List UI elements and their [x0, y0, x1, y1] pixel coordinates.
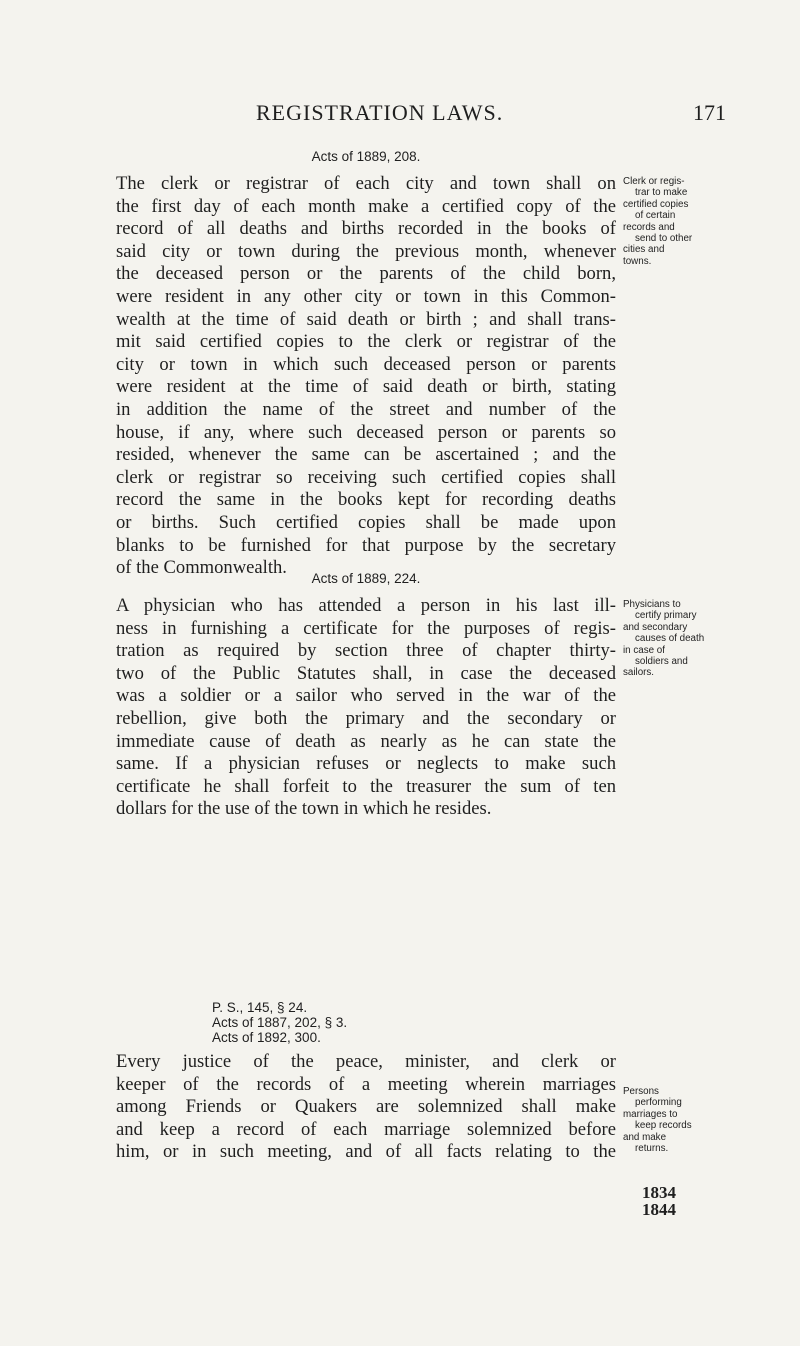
- text-line: him, or in such meeting, and of all facts relating to the: [116, 1141, 616, 1163]
- margin-note-line: returns.: [635, 1143, 669, 1155]
- text-line: record the same in the books kept for recording deaths: [116, 489, 616, 511]
- section-acts-1889-208: [116, 148, 616, 580]
- margin-note-line: sailors.: [623, 667, 655, 679]
- text-line: in addition the name of the street and number of the: [116, 398, 616, 420]
- page-number: 171: [693, 100, 726, 125]
- margin-note-physicians: [623, 599, 713, 679]
- margin-note-line: trar to make: [635, 187, 688, 199]
- text-line: Every justice of the peace, minister, and clerk or: [116, 1051, 616, 1072]
- section-ps-145-24: [116, 1000, 616, 1164]
- margin-note-line: towns.: [623, 255, 652, 267]
- text-line: among Friends or Quakers are solemnized shall make: [116, 1096, 616, 1118]
- acts-citation: P. S., 145, § 24.: [212, 1000, 308, 1015]
- text-line: blanks to be furnished for that purpose by the secretary: [116, 534, 616, 556]
- text-line: keeper of the records of a meeting wherein marriages: [116, 1073, 616, 1095]
- text-line: two of the Public Statutes shall, in case the deceased: [116, 662, 616, 684]
- text-line: or births. Such certified copies shall be made upon: [116, 511, 616, 533]
- margin-year: 1844: [642, 1200, 676, 1219]
- margin-note-line: and make: [623, 1131, 667, 1143]
- margin-note-line: certified copies: [623, 198, 689, 210]
- text-line: of the Commonwealth.: [116, 557, 287, 579]
- acts-citation-block: [212, 1000, 616, 1045]
- running-head: [116, 100, 726, 130]
- margin-note-line: records and: [623, 221, 675, 233]
- text-line: dollars for the use of the town in which he resides.: [116, 798, 492, 820]
- text-line: said city or town during the previous month, whenever: [116, 240, 616, 262]
- running-title: REGISTRATION LAWS.: [256, 100, 504, 125]
- text-line: The clerk or registrar of each city and town shall on: [116, 173, 616, 194]
- text-line: clerk or registrar so receiving such certified copies shall: [116, 466, 616, 488]
- section-paragraph: [116, 595, 616, 821]
- margin-note-line: soldiers and: [635, 656, 688, 668]
- text-line: city or town in which such deceased person or parents: [116, 353, 616, 375]
- text-line: house, if any, where such deceased person or parents so: [116, 421, 616, 443]
- text-line: certificate he shall forfeit to the treasurer the sum of ten: [116, 775, 616, 797]
- text-line: was a soldier or a sailor who served in the war of the: [116, 685, 616, 707]
- margin-note-line: cities and: [623, 244, 665, 256]
- margin-note-line: performing: [635, 1097, 682, 1109]
- text-line: the deceased person or the parents of the child born,: [116, 263, 616, 285]
- acts-citation: Acts of 1889, 208.: [311, 149, 421, 164]
- text-line: mit said certified copies to the clerk or registrar of the: [116, 331, 616, 353]
- margin-note-persons-marriages: [623, 1086, 713, 1154]
- margin-note-line: Persons: [623, 1086, 659, 1097]
- margin-note-line: Physicians to: [623, 599, 681, 610]
- margin-year: 1834: [642, 1183, 676, 1202]
- margin-note-clerk-registrar: [623, 176, 713, 267]
- margin-note-line: send to other: [635, 233, 693, 245]
- text-line: A physician who has attended a person in his last ill-: [116, 595, 616, 616]
- section-paragraph: [116, 1051, 616, 1164]
- section-acts-1889-224: [116, 570, 616, 821]
- text-line: record of all deaths and births recorded in the books of: [116, 218, 616, 240]
- text-line: and keep a record of each marriage solemnized before: [116, 1118, 616, 1140]
- section-paragraph: [116, 173, 616, 580]
- text-line: were resident in any other city or town in this Common-: [116, 285, 616, 307]
- acts-citation: Acts of 1892, 300.: [212, 1030, 321, 1045]
- text-line: wealth at the time of said death or birth ; and shall trans-: [116, 308, 616, 330]
- margin-note-line: certify primary: [635, 610, 697, 622]
- margin-years: [642, 1184, 676, 1218]
- text-line: immediate cause of death as nearly as he can state the: [116, 730, 616, 752]
- text-line: rebellion, give both the primary and the secondary or: [116, 707, 616, 729]
- margin-note-line: in case of: [623, 644, 665, 656]
- text-line: tration as required by section three of chapter thirty-: [116, 640, 616, 662]
- text-line: were resident at the time of said death or birth, stating: [116, 376, 616, 398]
- margin-note-line: marriages to: [623, 1108, 678, 1120]
- text-line: same. If a physician refuses or neglects to make such: [116, 753, 616, 775]
- margin-note-line: causes of death: [635, 633, 705, 645]
- margin-note-line: of certain: [635, 210, 676, 222]
- text-line: ness in furnishing a certificate for the purposes of regis-: [116, 617, 616, 639]
- margin-note-line: Clerk or regis-: [623, 176, 685, 187]
- acts-citation: Acts of 1887, 202, § 3.: [212, 1015, 348, 1030]
- margin-note-line: keep records: [635, 1120, 692, 1132]
- text-line: the first day of each month make a certified copy of the: [116, 195, 616, 217]
- margin-note-line: and secondary: [623, 621, 688, 633]
- text-line: resided, whenever the same can be ascertained ; and the: [116, 444, 616, 466]
- acts-citation: Acts of 1889, 224.: [311, 571, 421, 586]
